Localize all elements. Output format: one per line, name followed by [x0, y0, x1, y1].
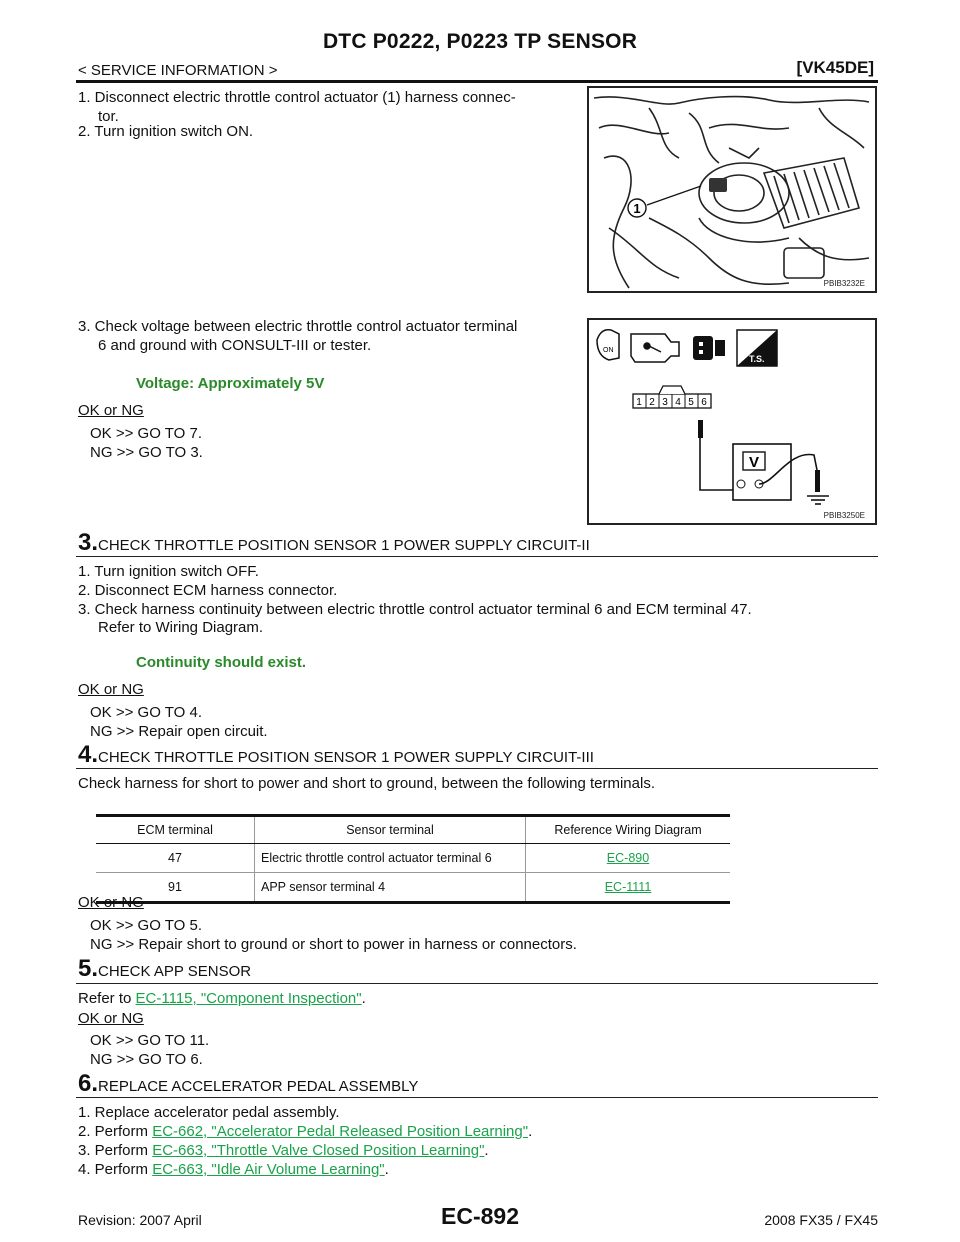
step-6-line-2: [78, 1122, 532, 1141]
engine-code: [VK45DE]: [796, 58, 874, 77]
step-3-title: CHECK THROTTLE POSITION SENSOR 1 POWER SUPPLY CIRCUIT-II: [98, 537, 590, 554]
step-3-rule: [76, 556, 878, 557]
step-4-heading: [78, 741, 594, 769]
model-text: 2008 FX35 / FX45: [764, 1212, 878, 1228]
revision-text: Revision: 2007 April: [78, 1212, 202, 1228]
step-3-heading: [78, 529, 590, 557]
page-number: EC-892: [441, 1203, 519, 1229]
engine-bay-illustration: [589, 88, 875, 291]
pedal-learning-link[interactable]: EC-662, "Accelerator Pedal Released Position Learning": [152, 1123, 529, 1140]
table-cell-sensor: APP sensor terminal 4: [255, 873, 526, 903]
perform-prefix: 2. Perform: [78, 1123, 153, 1140]
step-3-refer: Refer to Wiring Diagram.: [98, 619, 264, 636]
step-5-ok-or-ng: OK or NG: [78, 1010, 144, 1027]
step-3-ok: OK >> GO TO 4.: [90, 704, 202, 721]
step-5-rule: [76, 983, 878, 984]
step-5-heading: [78, 955, 251, 983]
ok-result: OK >> GO TO 7.: [90, 425, 202, 442]
terminal-2: 2: [649, 397, 655, 408]
terminal-3: 3: [662, 397, 668, 408]
step-3-number: 3.: [78, 529, 99, 556]
meter-figure-label: PBIB3250E: [823, 511, 865, 520]
step-6-title: REPLACE ACCELERATOR PEDAL ASSEMBLY: [98, 1078, 419, 1095]
step-3-ng: NG >> Repair open circuit.: [90, 723, 268, 740]
intro-step-1: 1. Disconnect electric throttle control actuator (1) harness connec-: [78, 89, 516, 106]
table-cell-sensor: Electric throttle control actuator terminal 6: [255, 844, 526, 873]
step-5-ng: NG >> GO TO 6.: [90, 1051, 203, 1068]
meter-v: V: [748, 454, 760, 471]
step-6-number: 6.: [78, 1070, 99, 1097]
terminal-1: 1: [636, 397, 642, 408]
continuity-spec: Continuity should exist.: [136, 654, 307, 671]
engine-bay-figure: [587, 86, 877, 293]
table-cell-ecm: 91: [96, 873, 255, 903]
step-4-rule: [76, 768, 878, 769]
step-6-line-3: [78, 1141, 489, 1160]
perform-prefix: 4. Perform: [78, 1161, 153, 1178]
wiring-diagram-link[interactable]: EC-890: [606, 851, 650, 865]
engine-callout: 1: [633, 201, 641, 216]
terminal-table: [96, 814, 730, 904]
perform-prefix: 3. Perform: [78, 1142, 153, 1159]
throttle-learning-link[interactable]: EC-663, "Throttle Valve Closed Position Learning": [152, 1142, 485, 1159]
table-row: [96, 873, 730, 903]
step-3-line-1: 1. Turn ignition switch OFF.: [78, 563, 259, 580]
wiring-diagram-link[interactable]: EC-1111: [604, 880, 652, 894]
step-4-ok: OK >> GO TO 5.: [90, 917, 202, 934]
refer-suffix: .: [361, 990, 366, 1007]
table-cell-ecm: 47: [96, 844, 255, 873]
step-4-ok-or-ng: OK or NG: [78, 894, 144, 911]
voltage-check-diagram: [589, 320, 875, 523]
step-4-desc: Check harness for short to power and short to ground, between the following terminals.: [78, 775, 655, 792]
meter-on-text: ON: [603, 347, 614, 354]
engine-figure-label: PBIB3232E: [823, 279, 865, 288]
ok-or-ng-label: OK or NG: [78, 402, 144, 419]
voltage-check-figure: [587, 318, 877, 525]
step-4-number: 4.: [78, 741, 99, 768]
table-header-row: [96, 816, 730, 844]
intro-step-3-cont: 6 and ground with CONSULT-III or tester.: [98, 337, 372, 354]
step-5-number: 5.: [78, 955, 99, 982]
intro-step-1-cont: tor.: [98, 108, 119, 125]
step-6-line-1: 1. Replace accelerator pedal assembly.: [78, 1104, 340, 1121]
step-3-ok-or-ng: OK or NG: [78, 681, 144, 698]
refer-prefix: Refer to: [78, 990, 136, 1007]
step-4-ng: NG >> Repair short to ground or short to power in harness or connectors.: [90, 936, 577, 953]
perform-suffix: .: [384, 1161, 389, 1178]
perform-suffix: .: [484, 1142, 489, 1159]
meter-ts-text: T.S.: [749, 354, 765, 364]
step-3-line-2: 2. Disconnect ECM harness connector.: [78, 582, 338, 599]
table-header-reference: Reference Wiring Diagram: [526, 816, 731, 844]
idle-air-learning-link[interactable]: EC-663, "Idle Air Volume Learning": [152, 1161, 385, 1178]
step-5-ok: OK >> GO TO 11.: [90, 1032, 210, 1049]
table-row: [96, 844, 730, 873]
step-3-line-3: 3. Check harness continuity between electric throttle control actuator terminal 6 and ECM terminal 47.: [78, 601, 752, 618]
step-6-heading: [78, 1070, 418, 1098]
table-header-sensor: Sensor terminal: [255, 816, 526, 844]
intro-step-2: 2. Turn ignition switch ON.: [78, 123, 254, 140]
ng-result: NG >> GO TO 3.: [90, 444, 203, 461]
intro-step-3: 3. Check voltage between electric throttle control actuator terminal: [78, 318, 518, 335]
section-label: < SERVICE INFORMATION >: [78, 62, 278, 79]
step-6-rule: [76, 1097, 878, 1098]
voltage-spec: Voltage: Approximately 5V: [136, 375, 325, 392]
terminal-6: 6: [701, 397, 707, 408]
step-6-line-4: [78, 1160, 389, 1179]
header-rule: [76, 80, 878, 83]
step-5-title: CHECK APP SENSOR: [98, 963, 252, 980]
table-header-ecm: ECM terminal: [96, 816, 255, 844]
page-title: DTC P0222, P0223 TP SENSOR: [322, 30, 638, 53]
step-4-title: CHECK THROTTLE POSITION SENSOR 1 POWER SUPPLY CIRCUIT-III: [98, 749, 594, 766]
terminal-5: 5: [688, 397, 694, 408]
step-5-refer: [78, 989, 366, 1008]
terminal-4: 4: [675, 397, 681, 408]
perform-suffix: .: [528, 1123, 533, 1140]
component-inspection-link[interactable]: EC-1115, "Component Inspection": [135, 990, 362, 1007]
